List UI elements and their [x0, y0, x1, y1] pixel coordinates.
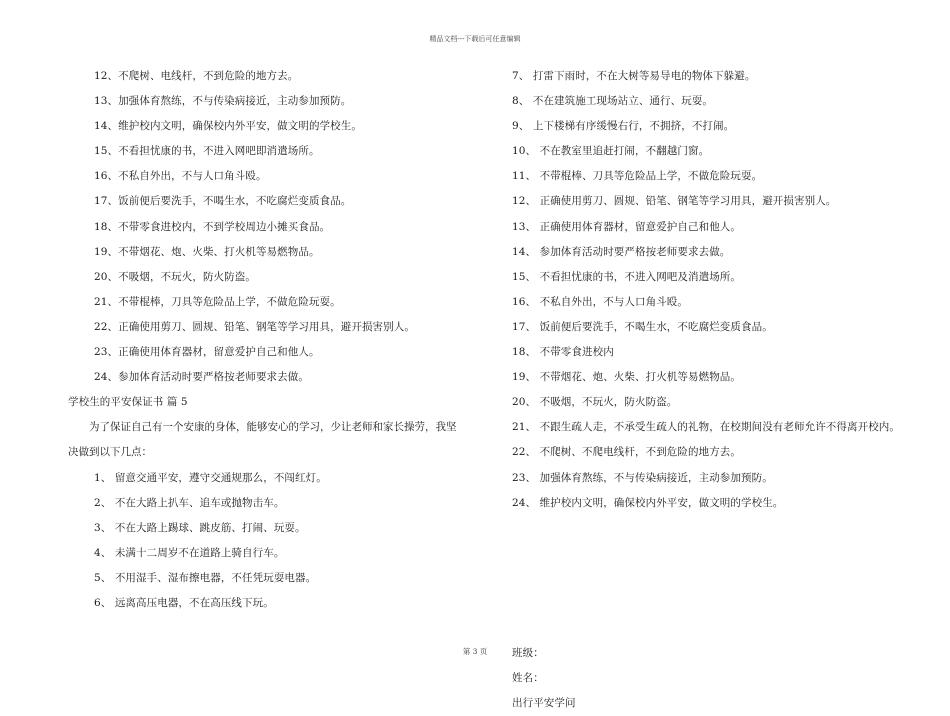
list-item: 18、不带零食进校内，不到学校周边小摊买食品。 [94, 220, 331, 233]
list-item: 12、不爬树、电线杆，不到危险的地方去。 [94, 70, 299, 82]
list-item: 18、 不带零食进校内 [512, 346, 614, 359]
list-item: 16、 不私自外出，不与人口角斗殴。 [512, 295, 688, 308]
list-item: 12、 正确使用剪刀、圆规、铅笔、钢笔等学习用具，避开损害别人。 [512, 195, 837, 208]
list-item [512, 616, 872, 641]
list-item: 8、 不在建筑施工现场站立、通行、玩耍。 [512, 95, 714, 108]
list-item: 21、 不跟生疏人走，不承受生疏人的礼物，在校期间没有老师允许不得离开校内。 [512, 421, 900, 434]
list-item: 21、不带棍棒，刀具等危险品上学，不做危险玩耍。 [94, 295, 341, 308]
section-title: 学校生的平安保证书 篇 5 [68, 396, 188, 409]
list-item: 11、 不带棍棒、刀具等危险品上学，不做危险玩耍。 [512, 170, 763, 183]
list-item: 13、加强体育熬练，不与传染病接近，主动参加预防。 [94, 95, 352, 108]
list-item: 6、 远离高压电器，不在高压线下玩。 [94, 596, 274, 609]
trailing-title: 出行平安学问 [512, 697, 576, 710]
left-column [68, 64, 468, 616]
list-item: 1、 留意交通平安，遵守交通规那么，不闯红灯。 [94, 471, 327, 484]
list-item: 3、 不在大路上踢球、跳皮筋、打闹、玩耍。 [94, 521, 306, 534]
intro-paragraph: 为了保证自己有一个安康的身体，能够安心的学习，少让老师和家长操劳，我坚决做到以下几点： [68, 421, 457, 459]
list-item: 17、 饭前便后要洗手，不喝生水，不吃腐烂变质食品。 [512, 320, 773, 333]
name-label: 姓名： [512, 672, 544, 685]
list-item: 5、 不用湿手、湿布擦电器，不任凭玩耍电器。 [94, 571, 317, 584]
list-item: 22、正确使用剪刀、圆规、铅笔、钢笔等学习用具，避开损害别人。 [94, 320, 415, 333]
list-item: 19、不带烟花、炮、火柴、打火机等易燃物品。 [94, 245, 320, 258]
list-item: 9、 上下楼梯有序缓慢右行，不拥挤，不打闹。 [512, 120, 735, 133]
list-item: 24、参加体育活动时要严格按老师要求去做。 [94, 371, 309, 384]
page-number: 第 3 页 [462, 647, 488, 656]
list-item: 13、 正确使用体育器材，留意爱护自己和他人。 [512, 220, 741, 233]
list-item: 23、 加强体育熬练，不与传染病接近，主动参加预防。 [512, 471, 773, 484]
list-item: 2、 不在大路上扒车、追车或抛物击车。 [94, 496, 285, 509]
list-item: 15、 不看担忧康的书，不进入网吧及消遣场所。 [512, 270, 741, 283]
list-item: 4、 未满十二周岁不在道路上骑自行车。 [94, 546, 285, 559]
list-item: 15、不看担忧康的书，不进入网吧即消遣场所。 [94, 145, 320, 158]
page-header: 精品文档---下载后可任意编辑 [429, 35, 521, 43]
list-item: 16、不私自外出，不与人口角斗殴。 [94, 170, 267, 183]
list-item: 10、 不在教室里追赶打闹，不翻越门窗。 [512, 145, 710, 158]
list-item [512, 566, 872, 591]
list-item: 17、饭前便后要洗手，不喝生水，不吃腐烂变质食品。 [94, 195, 352, 208]
list-item: 24、 维护校内文明，确保校内外平安，做文明的学校生。 [512, 496, 784, 509]
list-item: 22、 不爬树、不爬电线杆，不到危险的地方去。 [512, 446, 741, 459]
list-item [512, 591, 872, 616]
list-item: 23、正确使用体育器材，留意爱护自己和他人。 [94, 346, 320, 359]
right-column [512, 64, 900, 716]
list-item [512, 541, 872, 566]
class-label: 班级： [512, 647, 544, 660]
list-item: 19、 不带烟花、炮、火柴、打火机等易燃物品。 [512, 371, 741, 384]
list-item: 20、不吸烟，不玩火，防火防盗。 [94, 270, 256, 283]
list-item [512, 516, 872, 541]
list-item: 7、 打雷下雨时，不在大树等易导电的物体下躲避。 [512, 70, 756, 82]
list-item: 20、 不吸烟，不玩火，防火防盗。 [512, 396, 678, 409]
list-item: 14、 参加体育活动时要严格按老师要求去做。 [512, 245, 731, 258]
list-item: 14、维护校内文明，确保校内外平安，做文明的学校生。 [94, 120, 362, 133]
